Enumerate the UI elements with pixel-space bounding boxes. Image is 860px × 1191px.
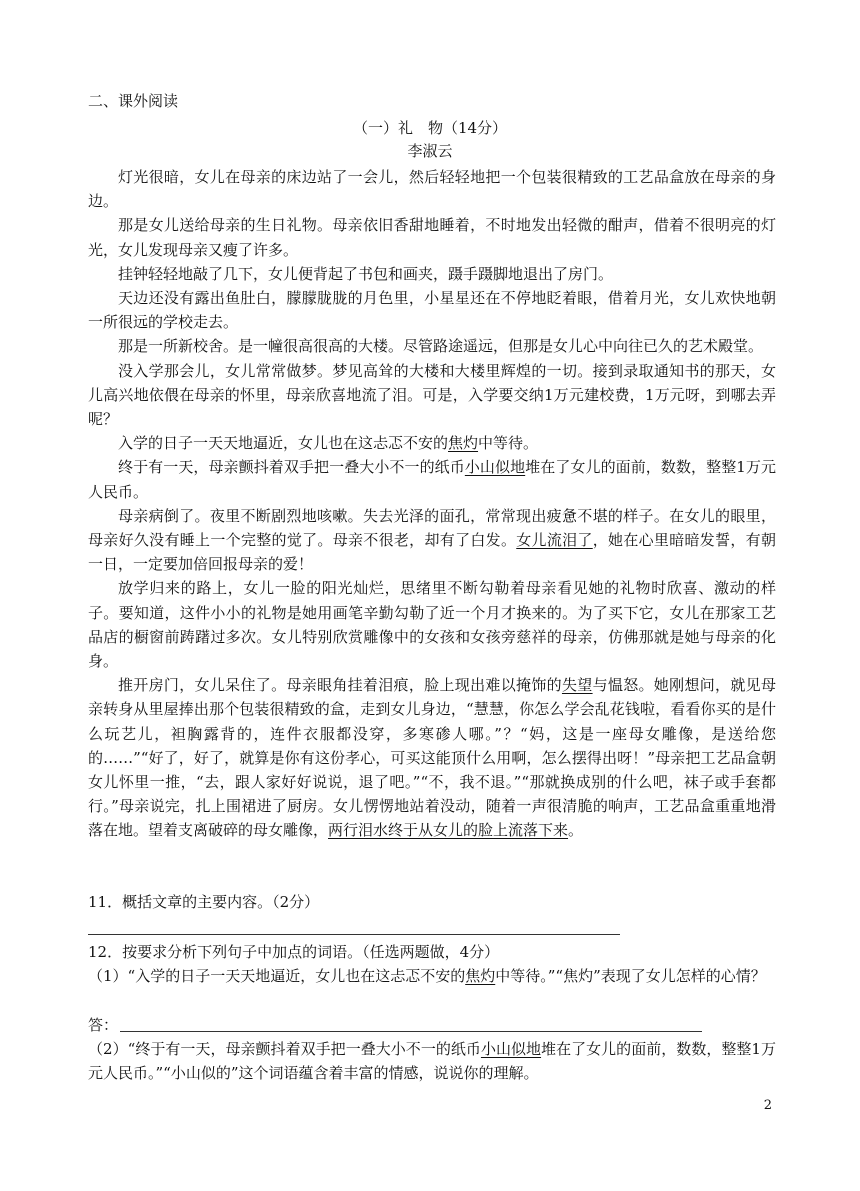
underlined-phrase: 两行泪水终于从女儿的脸上流落下来 — [328, 821, 569, 840]
article-paragraph — [88, 455, 776, 503]
article-paragraph — [88, 286, 776, 334]
text-run: 中等待。”“焦灼”表现了女儿怎样的心情？ — [495, 967, 766, 985]
question-12-1 — [88, 964, 776, 988]
article-author: 李淑云 — [407, 142, 453, 160]
article-body — [88, 165, 776, 843]
article-paragraph — [88, 213, 776, 261]
text-run: 入学的日子一天天地逼近，女儿也在这忐忑不安的 — [118, 434, 449, 453]
underlined-phrase: 焦灼 — [448, 434, 479, 453]
text-run: 堆在了女儿的面前，数数，整整1万元人民币。”“小山似的”这个词语蕴含着丰富的情感，说说你的理解。 — [88, 1040, 776, 1083]
article-paragraph — [88, 262, 776, 286]
article-paragraph — [88, 576, 776, 673]
underlined-phrase: 小山似地 — [480, 1040, 542, 1058]
text-run: 那是女儿送给母亲的生日礼物。母亲依旧香甜地睡着，不时地发出轻微的酣声，借着不很明亮的灯光，女儿发现母亲又瘦了许多。 — [88, 216, 776, 259]
underlined-phrase: 焦灼 — [465, 967, 496, 985]
question-12-2 — [88, 1037, 776, 1085]
underlined-phrase: 小山似地 — [464, 458, 526, 477]
article-paragraph — [88, 359, 776, 432]
text-run: ，她在心里暗暗发誓，有朝一日，一定要加倍回报母亲的爱！ — [88, 531, 776, 574]
article-title: （一）礼 物（14分） — [352, 119, 508, 137]
text-run: （2）“终于有一天，母亲颤抖着双手把一叠大小不一的纸币 — [88, 1040, 481, 1058]
text-run: 没入学那会儿，女儿常常做梦。梦见高耸的大楼和大楼里辉煌的一切。接到录取通知书的那天，女儿高兴地依偎在母亲的怀里，母亲欣喜地流了泪。可是，入学要交纳1万元建校费，1万元呀，到哪去弄呢？ — [88, 361, 776, 429]
text-run: 堆在了女儿的面前，数数，整整1万元人民币。 — [88, 458, 776, 501]
answer-label: 答： — [88, 1016, 119, 1034]
text-run: 放学归来的路上，女儿一脸的阳光灿烂，思绪里不断勾勒着母亲看见她的礼物时欣喜、激动的样子。要知道，这件小小的礼物是她用画笔辛勤勾勒了近一个月才换来的。为了买下它，女儿在那家工艺品店的橱窗前踌躇过多次。女儿特别欣赏雕像中的女孩和女孩旁慈祥的母亲，仿佛那就是她与母亲的化身。 — [88, 579, 776, 671]
text-run: 母亲病倒了。夜里不断剧烈地咳嗽。失去光泽的面孔，常常现出疲惫不堪的样子。在女儿的眼里，母亲好久没有睡上一个完整的觉了。母亲不很老，却有了白发。 — [88, 506, 776, 550]
answer-line-11 — [88, 934, 620, 935]
article-paragraph — [88, 165, 776, 213]
page-number: 2 — [763, 1098, 772, 1113]
section-title: 二、课外阅读 — [88, 92, 179, 110]
text-run: 与愠怒。她刚想问，就见母亲转身从里屋捧出那个包装很精致的盒，走到女儿身边，“慧慧，你怎么学会乱花钱啦，看看你买的是什么玩艺儿，袒胸露背的，连件衣服都没穿，多寒碜人哪。”？“妈，这是一座母女雕像，是送给您的……”“好了，好了，就算是你有这份孝心，可买这能顶什么用啊，怎么摆得出呀！”母亲把工艺品盒朝女儿怀里一推，“去，跟人家好好说说，退了吧。”“不，我不退。”“那就换成别的什么吧，袜子或手套都行。”母亲说完，扎上围裙进了厨房。女儿愣愣地站着没动，随着一声很清脆的响声，工艺品盒重重地滑落在地。望着支离破碎的母女雕像， — [88, 676, 776, 840]
underlined-phrase: 女儿流泪了 — [516, 531, 593, 550]
text-run: 终于有一天，母亲颤抖着双手把一叠大小不一的纸币 — [118, 458, 465, 477]
article-paragraph — [88, 334, 776, 358]
question-11: 11．概括文章的主要内容。（2分） — [88, 893, 320, 911]
text-run: 中等待。 — [478, 434, 539, 453]
question-12: 12．按要求分析下列句子中加点的词语。（任选两题做，4分） — [88, 943, 500, 961]
article-paragraph — [88, 673, 776, 842]
text-run: 那是一所新校舍。是一幢很高很高的大楼。尽管路途遥远，但那是女儿心中向往已久的艺术殿堂。 — [118, 337, 764, 356]
answer-line-12-1 — [120, 1031, 702, 1032]
text-run: 推开房门，女儿呆住了。母亲眼角挂着泪痕，脸上现出难以掩饰的 — [118, 676, 562, 695]
underlined-phrase: 失望 — [561, 676, 593, 695]
text-run: 。 — [568, 821, 584, 840]
article-paragraph — [88, 504, 776, 577]
text-run: 挂钟轻轻地敲了几下，女儿便背起了书包和画夹，蹑手蹑脚地退出了房门。 — [118, 264, 614, 283]
text-run: （1）“入学的日子一天天地逼近，女儿也在这忐忑不安的 — [88, 967, 466, 985]
text-run: 灯光很暗，女儿在母亲的床边站了一会儿，然后轻轻地把一个包装很精致的工艺品盒放在母亲的身边。 — [88, 168, 776, 211]
article-paragraph — [88, 431, 776, 455]
text-run: 天边还没有露出鱼肚白，朦朦胧胧的月色里，小星星还在不停地眨着眼，借着月光，女儿欢快地朝一所很远的学校走去。 — [88, 289, 776, 332]
